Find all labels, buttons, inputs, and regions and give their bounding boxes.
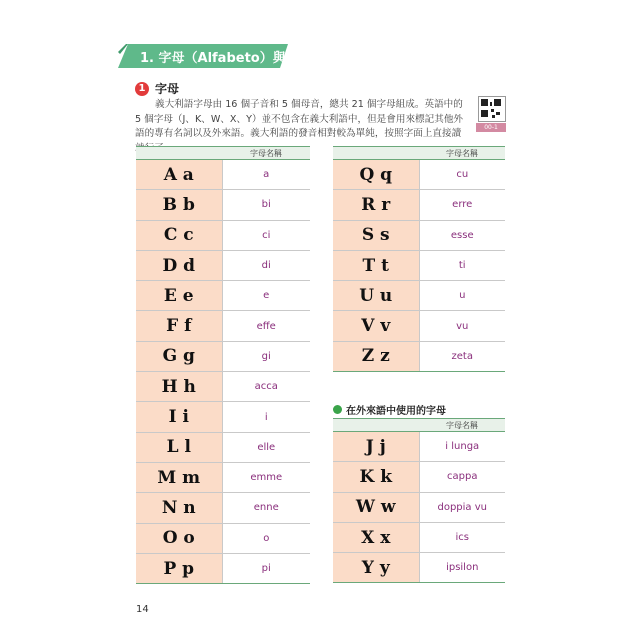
letter-name-cell: i lunga [419,432,505,462]
letter-name-cell: ics [419,522,505,552]
audio-track-label: 00-1 [476,123,506,132]
table-row [136,523,310,553]
table-row [136,432,310,462]
foreign-letters-table [333,418,505,583]
letter-cell: I i [136,402,222,432]
table-row [136,372,310,402]
letter-name-cell: ci [222,220,310,250]
letter-cell: F f [136,311,222,341]
letter-name-cell: zeta [419,341,505,371]
letter-name-cell: i [222,402,310,432]
letter-name-cell: o [222,523,310,553]
alphabet-table-right [333,146,505,372]
letter-cell: T t [333,250,419,280]
letter-cell: X x [333,522,419,552]
letter-column-header [333,419,419,432]
letter-cell: G g [136,341,222,371]
name-column-header: 字母名稱 [419,147,505,160]
letter-name-cell: vu [419,311,505,341]
letter-name-cell: cu [419,160,505,190]
letter-name-cell: di [222,250,310,280]
letter-cell: D d [136,250,222,280]
letter-cell: V v [333,311,419,341]
table-row [333,522,505,552]
table-row [333,220,505,250]
letter-cell: L l [136,432,222,462]
letter-name-cell: gi [222,341,310,371]
letter-cell: U u [333,281,419,311]
letter-name-cell: esse [419,220,505,250]
table-row [136,402,310,432]
letter-cell: W w [333,492,419,522]
letter-name-cell: bi [222,190,310,220]
letter-cell: P p [136,553,222,583]
letter-cell: Y y [333,553,419,583]
letter-column-header [136,147,222,160]
table-row [136,311,310,341]
letter-cell: C c [136,220,222,250]
letter-name-cell: effe [222,311,310,341]
table-row [333,341,505,371]
letter-name-cell: e [222,281,310,311]
table-row [333,190,505,220]
letter-name-cell: a [222,160,310,190]
green-bullet-icon [333,405,342,414]
letter-cell: A a [136,160,222,190]
letter-cell: S s [333,220,419,250]
table-row [136,281,310,311]
table-row [136,220,310,250]
table-row [136,250,310,280]
letter-cell: N n [136,493,222,523]
qr-audio-link[interactable] [476,96,506,130]
name-column-header: 字母名稱 [419,419,505,432]
section-heading [135,80,179,97]
table-row [333,432,505,462]
letter-name-cell: elle [222,432,310,462]
table-row [136,190,310,220]
letter-name-cell: pi [222,553,310,583]
table-row [136,553,310,583]
chapter-title: 1. 字母（Alfabeto）與發音 [140,51,312,66]
table-row [333,462,505,492]
letter-cell: B b [136,190,222,220]
letter-cell: K k [333,462,419,492]
table-row [333,160,505,190]
table-row [136,160,310,190]
table-row [136,341,310,371]
intro-paragraph: 義大利語字母由 16 個子音和 5 個母音，總共 21 個字母組成。英語中的 5 個字母（J、K、W、X、Y）並不包含在義大利語中，但是會用來標記其他外語的專有名詞以及外來語。義大利語的發音相對較為單純，按照字面上直接讀 [135,99,464,139]
letter-name-cell: enne [222,493,310,523]
qr-code-icon [478,96,506,122]
letter-cell: E e [136,281,222,311]
letter-name-cell: erre [419,190,505,220]
table-row [333,250,505,280]
foreign-letters-title: 在外來語中使用的字母 [346,406,446,417]
table-row [333,311,505,341]
chapter-banner [118,42,312,70]
letter-cell: Z z [333,341,419,371]
letter-cell: Q q [333,160,419,190]
letter-cell: J j [333,432,419,462]
letter-name-cell: cappa [419,462,505,492]
letter-name-cell: acca [222,372,310,402]
letter-column-header [333,147,419,160]
name-column-header: 字母名稱 [222,147,310,160]
letter-name-cell: ti [419,250,505,280]
letter-cell: O o [136,523,222,553]
letter-cell: M m [136,462,222,492]
letter-cell: R r [333,190,419,220]
letter-name-cell: doppia vu [419,492,505,522]
foreign-letters-heading [333,402,446,417]
letter-name-cell: u [419,281,505,311]
section-title: 字母 [155,82,180,96]
table-row [333,553,505,583]
letter-name-cell: ipsilon [419,553,505,583]
letter-name-cell: emme [222,462,310,492]
table-row [136,462,310,492]
section-number-badge: 1 [135,82,149,96]
page-number: 14 [136,604,149,615]
table-row [333,281,505,311]
letter-cell: H h [136,372,222,402]
alphabet-table-left [136,146,310,584]
table-row [333,492,505,522]
table-row [136,493,310,523]
